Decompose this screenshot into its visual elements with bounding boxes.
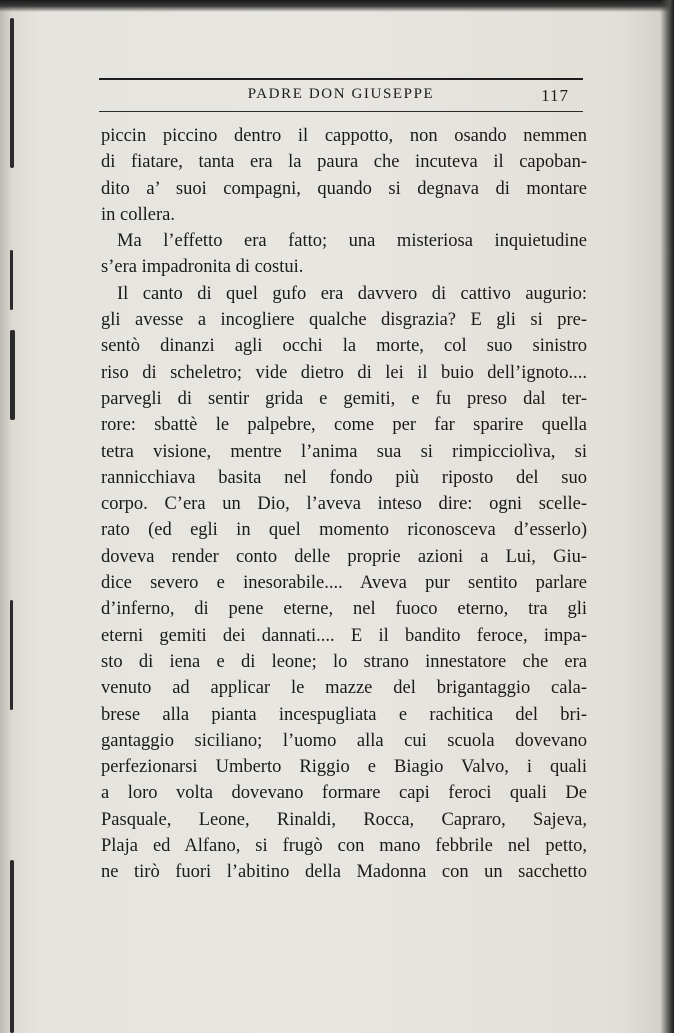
spine-mark — [10, 860, 14, 1033]
scan-top-shadow — [0, 0, 674, 12]
text-line: doveva render conto delle proprie azioni a Lui, Giu- — [101, 546, 587, 567]
text-line: a loro volta dovevano formare capi feroci quali De — [101, 783, 587, 804]
text-line: sto di iena e di leone; lo strano innestatore che era — [101, 651, 587, 672]
text-line: Il canto di quel gufo era davvero di cattivo augurio: — [117, 283, 587, 304]
text-line: venuto ad applicar le mazze del brigantaggio cala- — [101, 678, 587, 699]
running-title: PADRE DON GIUSEPPE — [247, 86, 435, 102]
page-header — [99, 86, 583, 110]
text-line: brese alla pianta incespugliata e rachitica del bri- — [101, 704, 587, 725]
spine-mark — [10, 250, 13, 310]
text-line: sentò dinanzi agli occhi la morte, col suo sinistro — [101, 336, 587, 357]
text-line: tetra visione, mentre l’anima sua si rimpicciolìva, si — [101, 441, 587, 462]
spine-mark — [10, 330, 15, 420]
page-number: 117 — [541, 86, 569, 105]
text-line: in collera. — [101, 204, 175, 225]
text-line: gli avesse a incogliere qualche disgrazia? E gli si pre- — [101, 310, 587, 331]
text-line: parvegli di sentir grida e gemiti, e fu preso dal ter- — [101, 388, 587, 409]
text-line: rannicchiava basita nel fondo più riposto del suo — [101, 467, 587, 488]
text-line: di fiatare, tanta era la paura che incuteva il capoban- — [101, 152, 587, 173]
text-line: Plaja ed Alfano, si frugò con mano febbrile nel petto, — [101, 836, 587, 857]
spine-mark — [10, 18, 14, 168]
body-text — [101, 123, 587, 886]
text-line: ne tirò fuori l’abitino della Madonna con un sacchetto — [101, 862, 587, 883]
text-line: s’era impadronita di costui. — [101, 257, 304, 278]
scan-right-shadow — [660, 0, 674, 1033]
text-line: Pasquale, Leone, Rinaldi, Rocca, Capraro, Sajeva, — [101, 809, 587, 830]
text-line: gantaggio siciliano; l’uomo alla cui scuola dovevano — [101, 730, 587, 751]
text-line: dito a’ suoi compagni, quando si degnava di montare — [101, 178, 587, 199]
text-line: dice severo e inesorabile.... Aveva pur sentito parlare — [101, 573, 587, 594]
text-line: riso di scheletro; vide dietro di lei il buio dell’ignoto.... — [101, 362, 587, 383]
header-rule-bottom — [99, 111, 583, 112]
text-line: piccin piccino dentro il cappotto, non osando nemmen — [101, 126, 587, 146]
text-line: eterni gemiti dei dannati.... E il bandito feroce, impa- — [101, 625, 587, 646]
text-line: corpo. C’era un Dio, l’aveva inteso dire: ogni scelle- — [101, 494, 587, 515]
text-line: d’inferno, di pene eterne, nel fuoco eterno, tra gli — [101, 599, 587, 620]
text-line: Ma l’effetto era fatto; una misteriosa inquietudine — [117, 231, 587, 252]
header-rule-top — [99, 78, 583, 80]
text-line: perfezionarsi Umberto Riggio e Biagio Valvo, i quali — [101, 757, 587, 778]
text-line: rato (ed egli in quel momento riconosceva d’esserlo) — [101, 520, 587, 541]
text-line: rore: sbattè le palpebre, come per far sparire quella — [101, 415, 587, 436]
spine-mark — [10, 600, 13, 710]
